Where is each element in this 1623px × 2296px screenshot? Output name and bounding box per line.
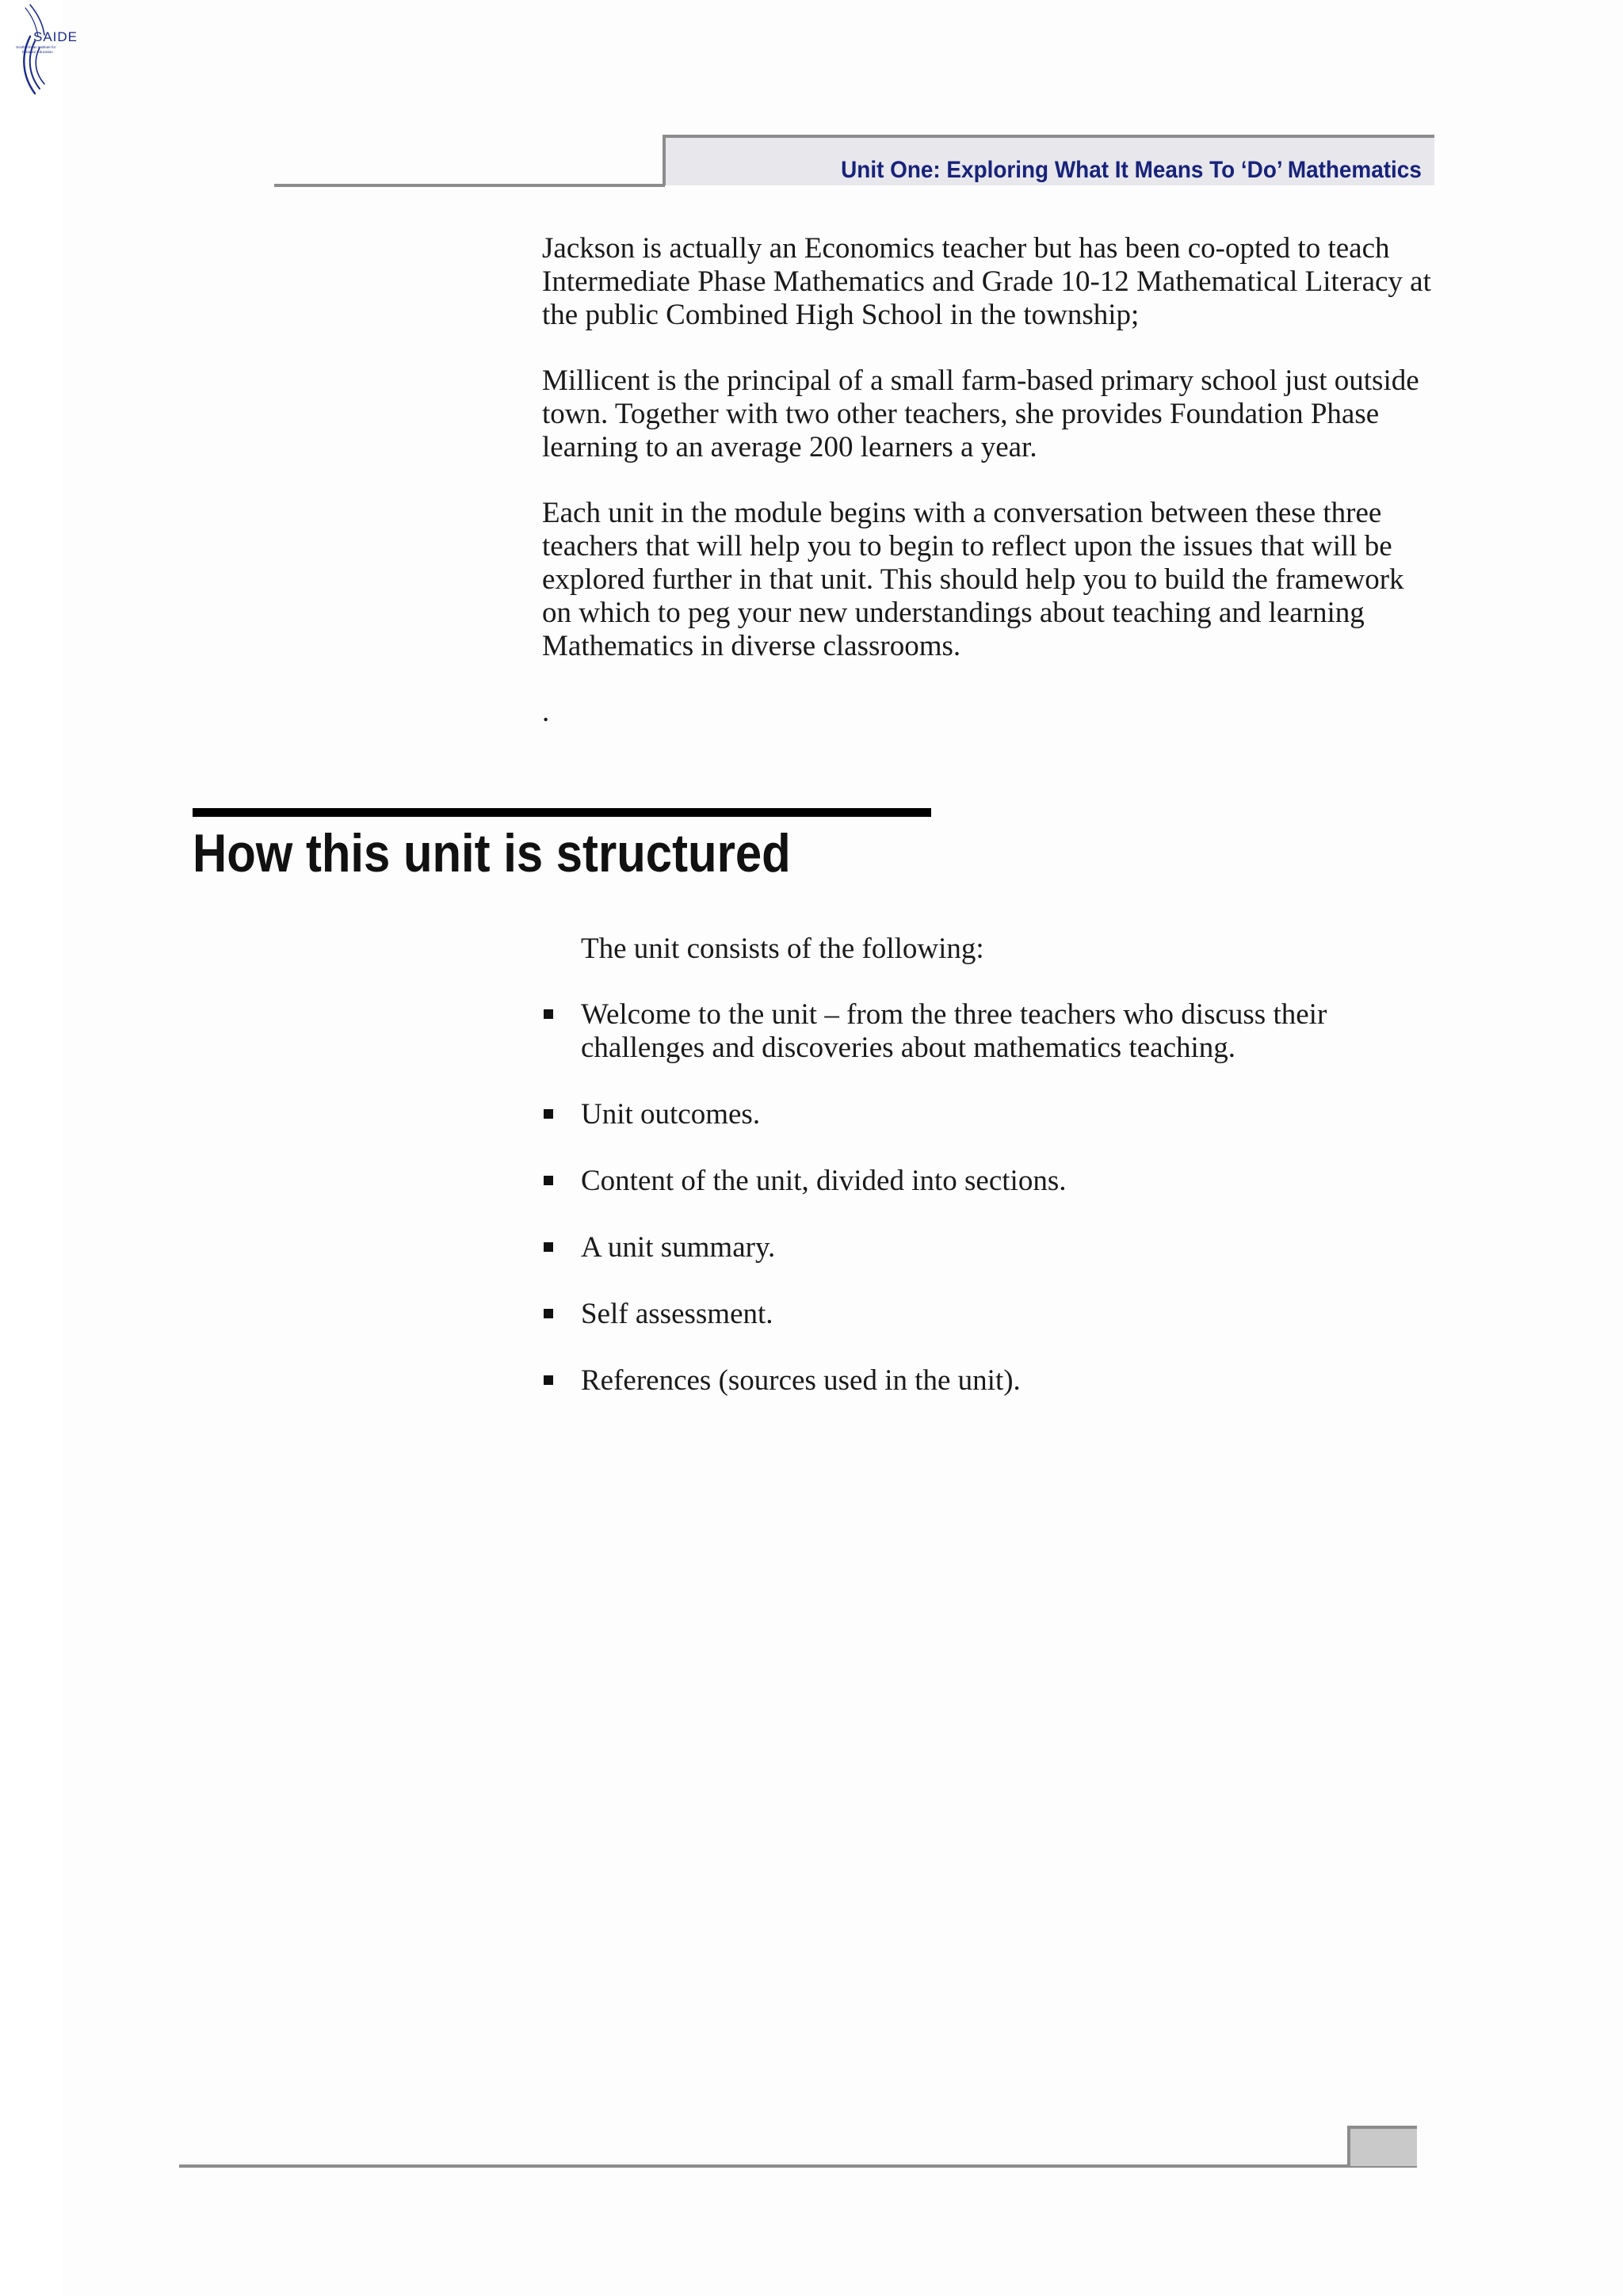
svg-text:South African Institute for: South African Institute for [16, 45, 56, 49]
page-number-box [1347, 2126, 1417, 2166]
square-bullet-icon [544, 1375, 553, 1385]
list-item-text: References (sources used in the unit). [581, 1364, 1021, 1397]
list-item [542, 998, 1434, 1065]
list-item [542, 1364, 1434, 1398]
footer-rule [179, 2164, 1417, 2168]
list-item [542, 1165, 1434, 1198]
running-header [663, 135, 1434, 185]
list-item [542, 1231, 1434, 1264]
header-rule [274, 184, 665, 187]
unit-structure-list [542, 998, 1434, 1431]
running-header-title: Unit One: Exploring What It Means To ‘Do’ Mathematics [841, 157, 1422, 183]
list-item-text: A unit summary. [581, 1231, 776, 1264]
paragraph-unit-conversation: Each unit in the module begins with a conversation between these three teachers that will help you to begin to reflect upon the issues that will be explored further in that unit. This should help you to build the framework on which to peg your new understandings about teaching and learning Mathematics in diverse classrooms. [542, 497, 1404, 662]
stray-period: . [542, 696, 550, 728]
list-item [542, 1098, 1434, 1131]
square-bullet-icon [544, 1176, 553, 1185]
paragraph-millicent: Millicent is the principal of a small farm-based primary school just outside town. Together with two other teachers, she provides Foundation Phase learning to an average 200 learners a year. [542, 364, 1419, 463]
list-item [542, 1298, 1434, 1331]
saide-logo [11, 0, 90, 95]
svg-text:Distance Education: Distance Education [22, 50, 53, 54]
list-item-text: Self assessment. [581, 1298, 773, 1330]
list-item-text: Content of the unit, divided into sections. [581, 1165, 1067, 1197]
section-heading: How this unit is structured [193, 823, 791, 883]
square-bullet-icon [544, 1242, 553, 1252]
section-rule [193, 808, 931, 817]
section-intro: The unit consists of the following: [581, 933, 984, 965]
square-bullet-icon [544, 1009, 553, 1019]
list-item-text: Unit outcomes. [581, 1098, 761, 1131]
svg-text:SAIDE: SAIDE [33, 29, 78, 44]
square-bullet-icon [544, 1109, 553, 1119]
paragraph-jackson: Jackson is actually an Economics teacher but has been co-opted to teach Intermediate Phase Mathematics and Grade 10-12 Mathematical Literacy at the public Combined High School in the township; [542, 232, 1431, 331]
square-bullet-icon [544, 1309, 553, 1318]
list-item-text: Welcome to the unit – from the three teachers who discuss their challenges and discoveries about mathematics teaching. [581, 998, 1327, 1064]
